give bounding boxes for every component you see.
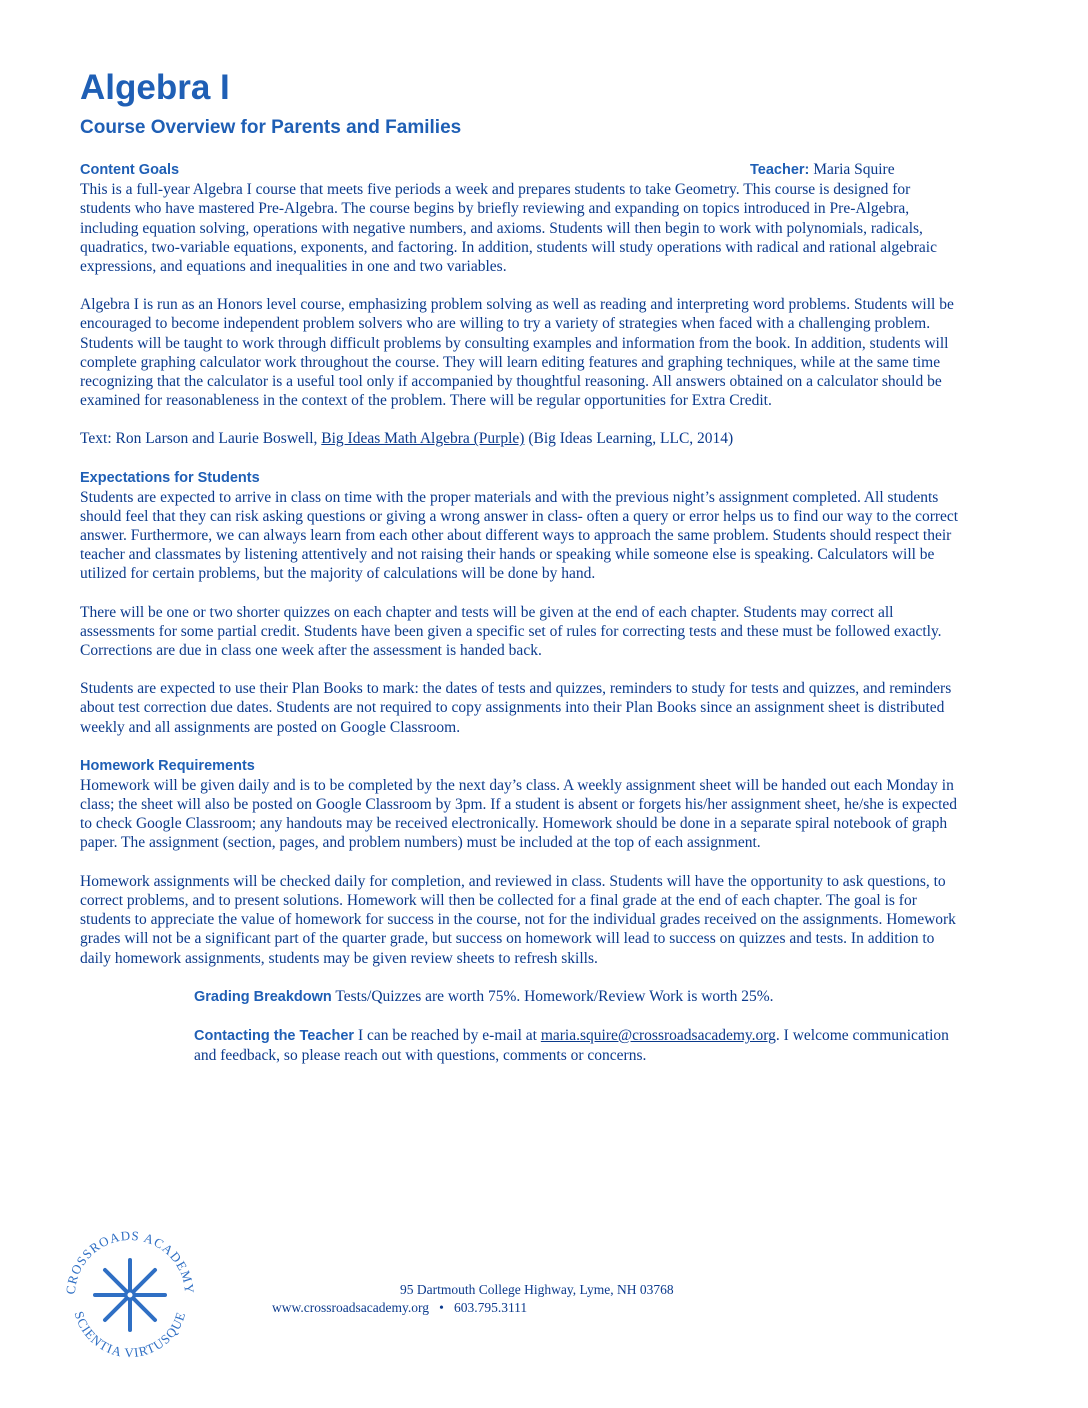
footer-contact-line (272, 1298, 527, 1317)
contact-text-before: I can be reached by e-mail at (354, 1026, 541, 1044)
textbook-citation (80, 429, 960, 448)
document-subtitle: Course Overview for Parents and Families (80, 117, 462, 138)
expectations-heading: Expectations for Students (80, 469, 260, 486)
expectations-paragraph-2: There will be one or two shorter quizzes on each chapter and tests will be given at the end of each chapter. Students may correct all assessments for some partial credit. Students have been given a specific set of rules for correcting tests and these must be followed exactly. Corrections are due in class one week after the assessment is handed back. (80, 603, 942, 660)
grading-text: Tests/Quizzes are worth 75%. Homework/Review Work is worth 25%. (331, 987, 774, 1005)
footer-bullet: • (439, 1300, 444, 1315)
footer-address: 95 Dartmouth College Highway, Lyme, NH 03768 (400, 1282, 674, 1297)
logo-bottom-text: SCIENTIA VIRTUSQUE (71, 1309, 189, 1361)
grading-breakdown (80, 987, 960, 1007)
content-goals-paragraph-2: Algebra I is run as an Honors level course, emphasizing problem solving as well as reading and interpreting word problems. Students will be encouraged to become independent problem solvers who are willing to try a variety of strategies when faced with a challenging problem. Students will be taught to work through difficult problems by consulting examples and information from the book. In addition, students will complete graphing calculator work throughout the course. They will learn editing features and graphing techniques, while at the same time recognizing that the calculator is a useful tool only if accompanied by thoughtful reasoning. All answers obtained on a calculator should be examined for reasonableness in the context of the problem. There will be regular opportunities for Extra Credit. (80, 296, 954, 410)
teacher-label: Teacher: (750, 162, 810, 178)
homework-heading: Homework Requirements (80, 757, 255, 774)
crossroads-academy-logo (55, 1220, 205, 1370)
teacher-email-link[interactable]: maria.squire@crossroadsacademy.org (540, 1026, 776, 1044)
document-body (80, 160, 960, 1065)
contact-text-after: . I welcome communication and feedback, so please reach out with questions, comments or concerns. (194, 1026, 949, 1065)
homework-paragraph-1: Homework will be given daily and is to be completed by the next day’s class. A weekly assignment sheet will be handed out each Monday in class; the sheet will also be posted on Google Classroom by 3pm. If a student is absent or forgets his/her assignment sheet, he/she is expected to check Google Classroom; any handouts may be received electronically. Homework should be done in a separate spiral notebook of graph paper. The assignment (section, pages, and problem numbers) must be included at the top of each assignment. (80, 776, 958, 852)
expectations-paragraph-1: Students are expected to arrive in class on time with the proper materials and with the previous night’s assignment completed. All students should feel that they can risk asking questions or giving a wrong answer in class- often a query or error helps us to find our way to the correct answer. Furthermore, we can always learn from each other about different ways to approach the same problem. Students should respect their teacher and classmates by listening attentively and not raising their hands or speaking while someone else is speaking. Calculators will be utilized for certain problems, but the majority of calculations will be done by hand. (80, 488, 959, 583)
homework-paragraph-2: Homework assignments will be checked daily for completion, and reviewed in class. Students will have the opportunity to ask questions, to correct problems, and to present solutions. Homework will then be collected for a final grade at the end of each chapter. The goal is for students to appreciate the value of homework for success in the course, not for the individual grades received on the assignments. Homework grades will not be a significant part of the quarter grade, but success on homework will lead to success on quizzes and tests. In addition to daily homework assignments, students may be given review sheets to refresh skills. (80, 872, 956, 967)
textbook-suffix: (Big Ideas Learning, LLC, 2014) (524, 430, 734, 448)
content-goals-header-row (80, 160, 960, 180)
teacher-name: Maria Squire (813, 161, 895, 178)
content-goals-heading: Content Goals (80, 162, 180, 178)
footer-website[interactable]: www.crossroadsacademy.org (272, 1300, 429, 1315)
textbook-title: Big Ideas Math Algebra (Purple) (321, 430, 525, 448)
teacher-info (750, 160, 960, 180)
contact-heading: Contacting the Teacher (194, 1027, 355, 1044)
logo-top-text: CROSSROADS ACADEMY (62, 1227, 198, 1295)
contact-teacher (80, 1026, 960, 1065)
expectations-paragraph-3: Students are expected to use their Plan Books to mark: the dates of tests and quizzes, reminders to study for tests and quizzes, and reminders about test correction due dates. Students are not required to copy assignments into their Plan Books since an assignment sheet is distributed weekly and all assignments are posted on Google Classroom. (80, 680, 952, 736)
textbook-prefix: Text: Ron Larson and Laurie Boswell, (80, 430, 322, 448)
document-title: Algebra I (80, 68, 230, 107)
grading-heading: Grading Breakdown (194, 988, 332, 1005)
content-goals-paragraph-1: This is a full-year Algebra I course that meets five periods a week and prepares students to take Geometry. This course is designed for students who have mastered Pre-Algebra. The course begins by briefly reviewing and expanding on topics introduced in Pre-Algebra, including equation solving, operations with negative numbers, and axioms. Students will then begin to work with polynomials, radicals, quadratics, two-variable equations, exponents, and factoring. In addition, students will study operations with radical and rational algebraic expressions, and equations and inequalities in one and two variables. (80, 181, 937, 276)
footer-phone: 603.795.3111 (453, 1300, 528, 1315)
